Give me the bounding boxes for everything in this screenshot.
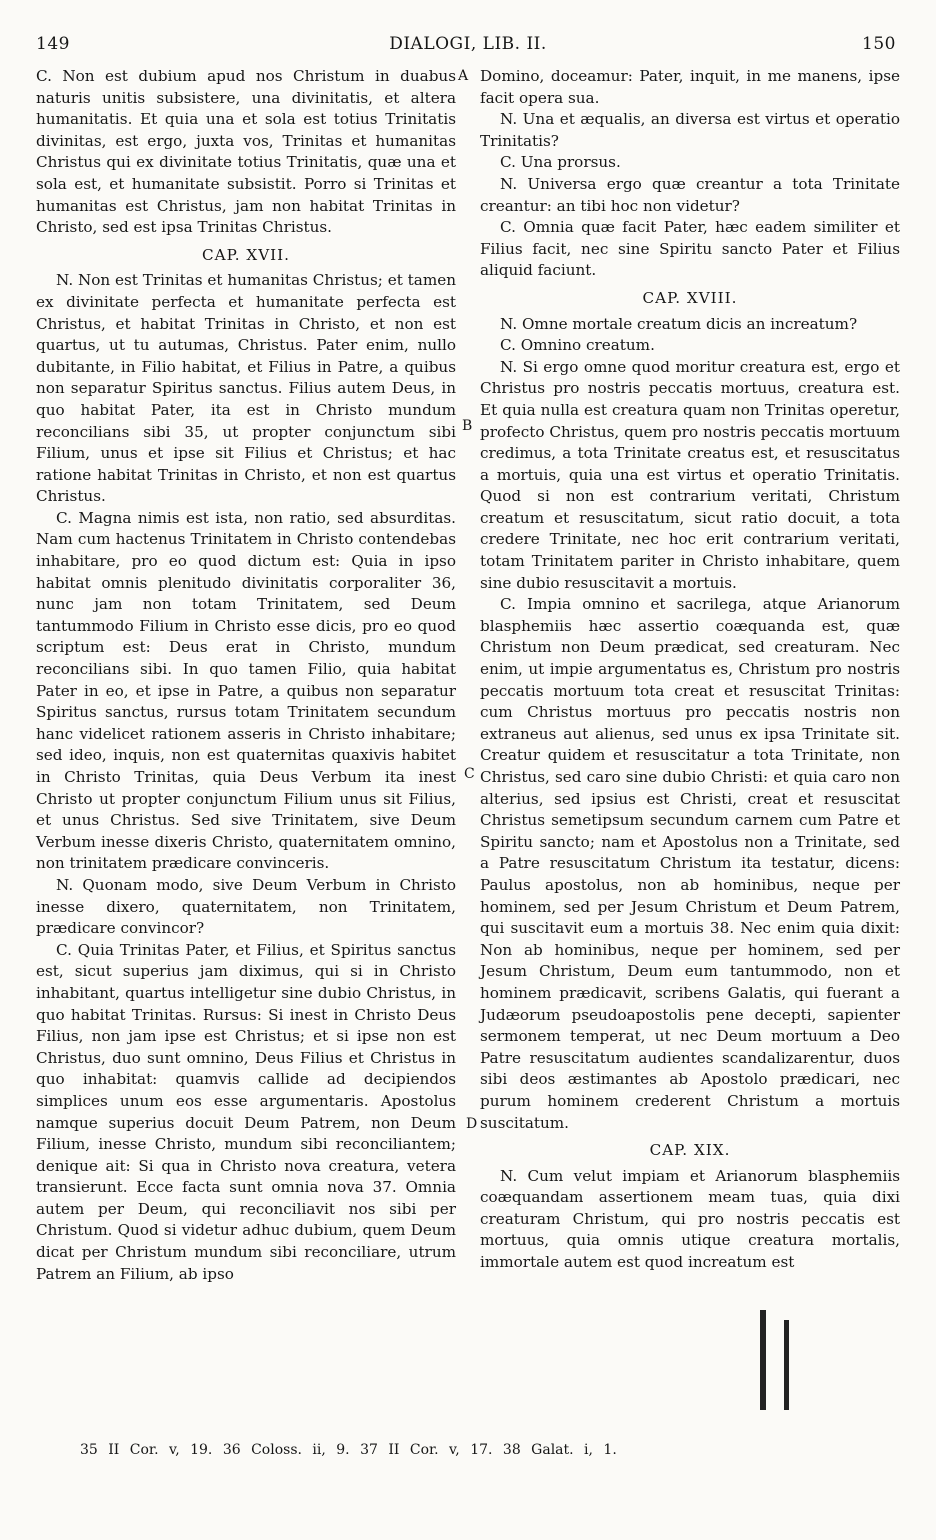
paragraph: C. Quia Trinitas Pater, et Filius, et Spiritus sanctus est, sicut superius jam diximus, qui si in Christo inhabitant, quartus intelligetur sine dubio Christus, in quo habitat Trinitas. Rursus: Si inest in Christo Deus Filius, non jam ipse est Christus; et si ipse non est Christus, duo sunt omnino, Deus Filius et Christus in quo inhabitat: quamvis callide ad decipiendos simplices unum eos esse argumentaris. Apostolus namque superius docuit Deum Patrem, non Deum Filium, inesse Christo, mundum sibi reconciliantem; denique ait: Si qua in Christo nova creatura, vetera transierunt. Ecce facta sunt omnia nova 37. Omnia autem per Deum, qui reconciliavit nos sibi per Christum. Quod si videtur adhuc dubium, quem Deum dicat per Christum mundum sibi reconciliare, utrum Patrem an Filium, ab ipso — [36, 940, 456, 1283]
paragraph: N. Universa ergo quæ creantur a tota Trinitate creantur: an tibi hoc non videtur? — [480, 174, 900, 215]
paragraph: N. Una et æqualis, an diversa est virtus et operatio Trinitatis? — [480, 110, 900, 150]
chapter-heading: CAP. XVIII. — [642, 288, 738, 307]
chapter-heading: CAP. XVII. — [202, 245, 290, 264]
left-column — [36, 66, 456, 1285]
paragraph: C. Impia omnino et sacrilega, atque Arianorum blasphemiis hæc assertio coæquanda est, quæ Christum non Deum prædicat, sed creaturam. Nec enim, ut impie argumentatus es, Christum pro nostris peccatis mortuum tota creat et resuscitat Trinitas: cum Christus mortuus pro peccatis nostris non extraneus aut alienus, sed unus ex ipsa Trinitate sit. Creatur quidem et resuscitatur a tota Trinitate, non Christus, sed caro sine dubio Christi: et quia caro non alterius, sed ipsius est Christi, creat et resuscitat Christus semetipsum secundum carnem cum Patre et Spiritu sancto; nam et Apostolus non a Trinitate, sed a Patre resuscitatum Christum ita testatur, dicens: Paulus apostolus, non ab hominibus, neque per hominem, sed per Jesum Christum et Deum Patrem, qui suscitavit eum a mortuis 38. Nec enim quia dixit: Non ab hominibus, neque per hominem, sed per Jesum Christum, Deum eum tantummodo, non et hominem prædicavit, scribens Galatis, qui fuerant a Judæorum pseudoapostolis pene decepti, sapienter sermonem temperat, ut nec Deum mortuum a Deo Patre resuscitatum audientes scandalizarentur, duos sibi deos æstimantes ab Apostolo prædicari, nec purum hominem crederent Christum a mortuis suscitatum. — [480, 595, 900, 1132]
paragraph: N. Cum velut impiam et Arianorum blasphemiis coæquandam assertionem meam tuas, quia dixi creaturam Christum, qui pro nostris peccatis est mortuus, quia omnis utique creatura mortalis, immortale autem est quod increatum est — [480, 1166, 900, 1272]
margin-letter-b: B — [462, 418, 473, 434]
page-number-left: 149 — [36, 34, 70, 54]
paragraph: N. Quonam modo, sive Deum Verbum in Christo inesse dixero, quaternitatem, non Trinitatem, prædicare convincor? — [36, 875, 456, 938]
paragraph: N. Non est Trinitas et humanitas Christus; et tamen ex divinitate perfecta et humanitate perfecta est Christus, et habitat Trinitas in Christo, et non est quartus, ut tu autumas, Christus. Pater enim, nullo dubitante, in Filio habitat, et Filius in Patre, a quibus non separatur Spiritus sanctus. Filius autem Deus, in quo habitat Pater, ita est in Christo mundum reconcilians sibi 35, ut propter conjunctum sibi Filium, unus et ipse sit Filius et Christus; et hac ratione habitat Trinitas in Christo, et non est quartus Christus. — [36, 271, 456, 506]
chapter-heading: CAP. XIX. — [649, 1141, 731, 1160]
binding-shadow — [784, 1320, 789, 1410]
paragraph: N. Si ergo omne quod moritur creatura est, ergo et Christus pro nostris peccatis mortuus, creatura est. Et quia nulla est creatura quam non Trinitas operetur, profecto Christus, quem pro nostris peccatis mortuum credimus, a tota Trinitate creatus est, et resuscitatus a mortuis, quia una est virtus et operatio Trinitatis. Quod si non est contrarium veritati, Christum creatum et resuscitatum, sicut ratio docuit, a tota credere Trinitate, nec hoc erit contrarium veritati, totam Trinitatem pariter in Christo inhabitare, quem sine dubio resuscitavit a mortuis. — [480, 357, 900, 592]
margin-letter-d: D — [466, 1116, 478, 1132]
page-number-right: 150 — [862, 34, 896, 54]
running-title: DIALOGI, LIB. II. — [389, 34, 547, 54]
paragraph: Domino, doceamur: Pater, inquit, in me manens, ipse facit opera sua. — [480, 67, 900, 107]
paragraph: C. Magna nimis est ista, non ratio, sed absurditas. Nam cum hactenus Trinitatem in Christo contendebas inhabitare, pro eo quod dictum est: Quia in ipso habitat omnis plenitudo divinitatis corporaliter 36, nunc jam non totam Trinitatem, sed Deum tantummodo Filium in Christo esse dicis, pro eo quod scriptum est: Deus erat in Christo, mundum reconcilians sibi. In quo tamen Filio, quia habitat Pater in eo, et ipse in Patre, a quibus non separatur Spiritus sanctus, rursus totam Trinitatem secundum hanc videlicet rationem asseris in Christo inhabitare; sed ideo, inquis, non est quaternitas quaxivis habitet in Christo Trinitas, quia Deus Verbum ita inest Christo ut propter conjunctum Filium unus sit Filius, et unus Christus. Sed sive Trinitatem, sive Deum Verbum inesse dixeris Christo, quaternitatem omnino, non trinitatem prædicare convinceris. — [36, 508, 456, 873]
binding-shadow — [760, 1310, 766, 1410]
footnotes: 35 II Cor. v, 19. 36 Coloss. ii, 9. 37 II Cor. v, 17. 38 Galat. i, 1. — [80, 1442, 617, 1458]
paragraph: C. Non est dubium apud nos Christum in duabus naturis unitis subsistere, una divinitatis, et altera humanitatis. Et quia una et sola est totius Trinitatis divinitas, est ergo, juxta vos, Trinitas et humanitas Christus qui ex divinitate totius Trinitatis, quæ una et sola est, et humanitate subsistit. Porro si Trinitas et humanitas est Christus, jam non habitat Trinitas in Christo, sed est ipsa Trinitas Christus. — [36, 67, 456, 237]
right-column — [480, 66, 900, 1274]
paragraph: C. Una prorsus. — [500, 153, 621, 172]
margin-letter-a: A — [458, 68, 469, 84]
margin-letter-c: C — [464, 766, 475, 782]
paragraph: N. Omne mortale creatum dicis an increatum? — [500, 314, 858, 333]
paragraph: C. Omnino creatum. — [500, 336, 655, 355]
paragraph: C. Omnia quæ facit Pater, hæc eadem similiter et Filius facit, nec sine Spiritu sancto Pater et Filius aliquid faciunt. — [480, 218, 900, 280]
